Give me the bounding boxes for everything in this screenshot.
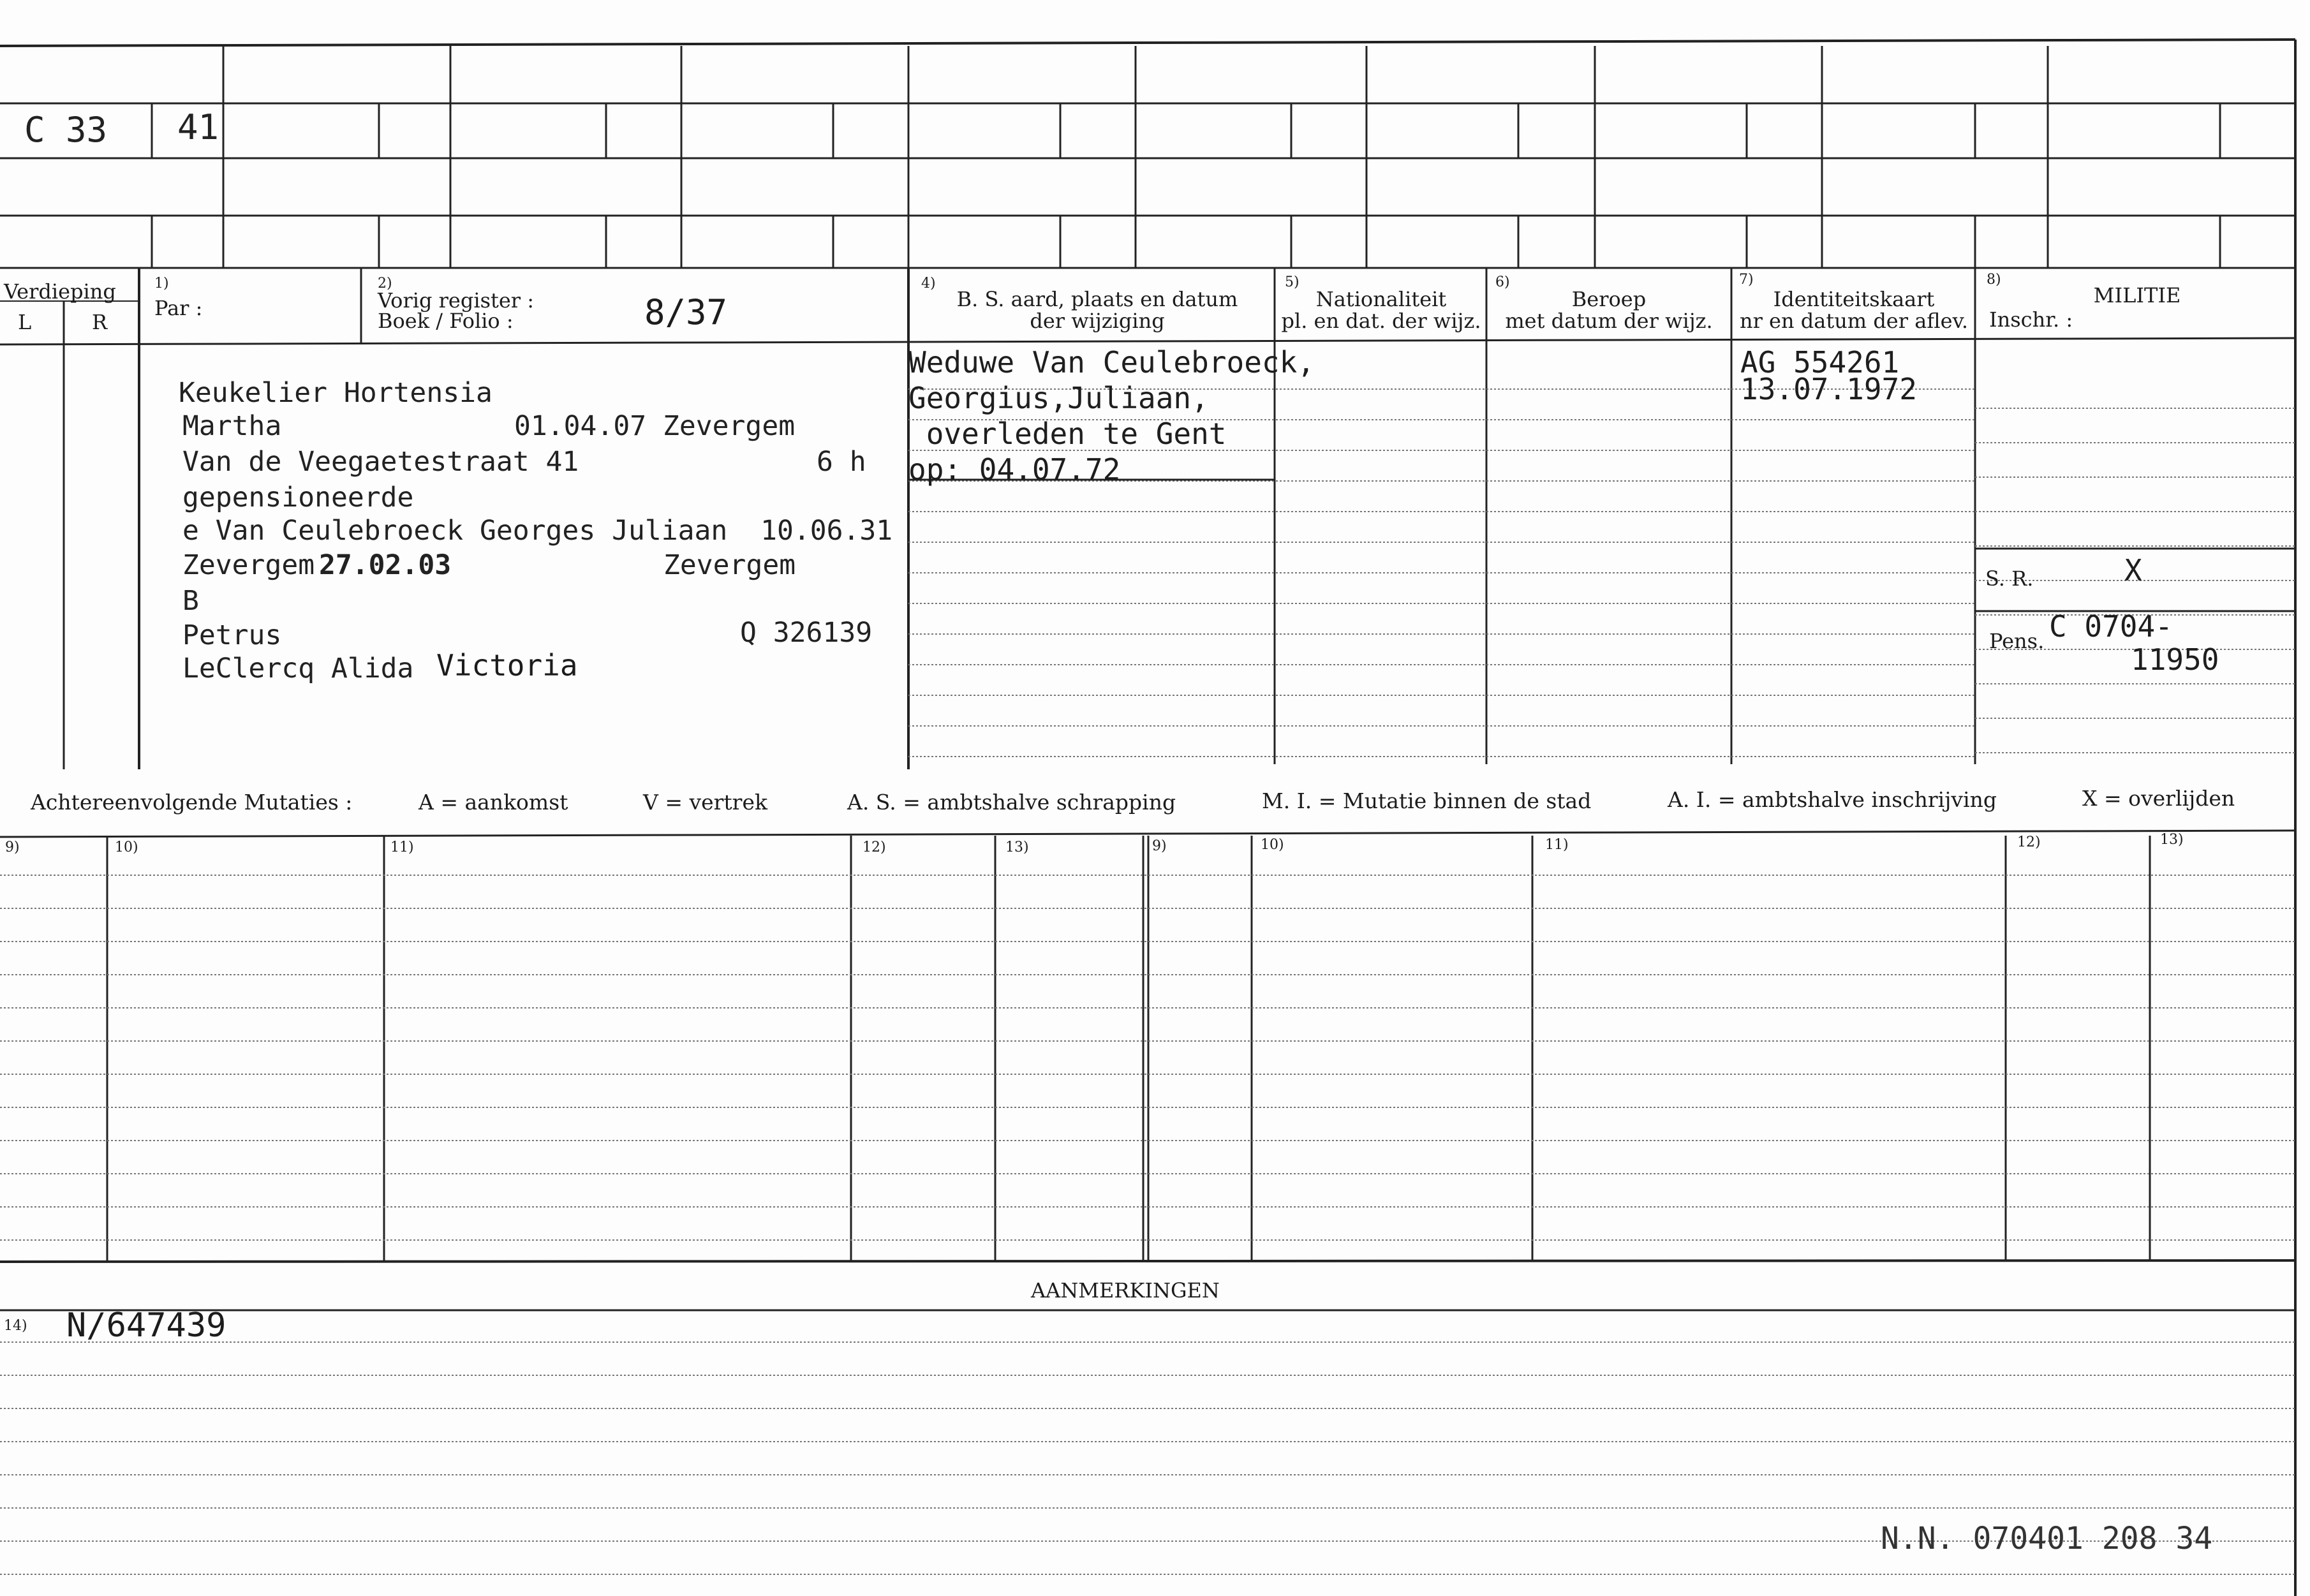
remarks-value: N/647439 (66, 1306, 226, 1345)
boek-folio-value: 8/37 (644, 292, 728, 332)
person-address-suffix: 6 h (817, 446, 866, 478)
mutation-col-11-left: 11) (390, 839, 414, 855)
mutations-title: Achtereenvolgende Mutaties : (31, 790, 353, 815)
beroep-number: 6) (1495, 274, 1510, 290)
bs-entry-1: Weduwe Van Ceulebroeck, (908, 345, 1315, 380)
verdieping-header: Verdieping (4, 279, 116, 304)
nationaliteit-header-line2: pl. en dat. der wijz. (1281, 309, 1481, 333)
person-father: Petrus (182, 619, 282, 651)
person-mother-second-name: Victoria (436, 648, 578, 683)
militie-sr-label: S. R. (1985, 566, 2034, 591)
militie-pens-value-2: 11950 (2131, 642, 2219, 677)
par-label: Par : (154, 296, 203, 320)
card-number: 41 (177, 107, 219, 147)
header-bottom (0, 338, 2295, 344)
nationaliteit-number: 5) (1285, 274, 1299, 290)
beroep-header-line2: met datum der wijz. (1505, 309, 1713, 333)
militie-header: MILITIE (2093, 283, 2181, 307)
frame-top (0, 40, 2295, 46)
mutation-legend-internal-move: M. I. = Mutatie binnen de stad (1262, 788, 1592, 813)
national-number: N.N. 070401 208 34 (1881, 1521, 2213, 1556)
militie-pens-label: Pens. (1989, 629, 2045, 653)
bs-header-line1: B. S. aard, plaats en datum (956, 287, 1238, 311)
bs-entry-2: Georgius,Juliaan, (908, 381, 1209, 415)
person-father-id: Q 326139 (740, 617, 873, 649)
bs-entry-4: op: 04.07.72 (908, 452, 1121, 487)
bs-entry-3: overleden te Gent (908, 417, 1227, 451)
person-birth-date-place: 01.04.07 Zevergem (514, 410, 796, 442)
remarks-title: AANMERKINGEN (1031, 1278, 1220, 1303)
card-code: C 33 (24, 110, 108, 150)
mutation-legend-official-registration: A. I. = ambtshalve inschrijving (1668, 787, 1997, 812)
mutation-col-10-left: 10) (115, 839, 138, 855)
person-occupation: gepensioneerde (182, 482, 414, 514)
mutation-legend-official-removal: A. S. = ambtshalve schrapping (847, 790, 1176, 815)
mutation-col-12-right: 12) (2017, 834, 2041, 850)
vorig-register-number: 2) (378, 276, 392, 292)
beroep-header-line1: Beroep (1571, 287, 1647, 311)
militie-number: 8) (1987, 272, 2001, 288)
person-spouse-place-2: Zevergem (663, 549, 796, 581)
id-card-date: 13.07.1972 (1740, 372, 1917, 406)
par-number: 1) (154, 276, 169, 292)
mutation-legend-departure: V = vertrek (643, 790, 767, 815)
identiteitskaart-number: 7) (1739, 272, 1754, 288)
mutation-col-13-right: 13) (2160, 832, 2184, 848)
verdieping-r-header: R (92, 310, 108, 334)
remarks-number: 14) (4, 1318, 27, 1334)
person-spouse-date: 27.02.03 (319, 549, 452, 581)
mutation-legend-arrival: A = aankomst (418, 790, 568, 815)
militie-pens-value-1: C 0704- (2049, 609, 2173, 644)
mutation-col-13-left: 13) (1005, 839, 1029, 855)
person-name: Keukelier Hortensia (179, 377, 492, 409)
bs-header-line2: der wijziging (1030, 309, 1165, 333)
mutation-col-11-right: 11) (1545, 837, 1569, 853)
person-address: Van de Veegaetestraat 41 (182, 446, 579, 478)
person-first-name: Martha (182, 410, 282, 442)
mutation-bottom (0, 1260, 2295, 1262)
mutation-col-12-left: 12) (863, 839, 886, 855)
mutation-col-9-right: 9) (1152, 838, 1167, 854)
militie-sr-value: X (2124, 553, 2142, 587)
militie-inschr-label: Inschr. : (1989, 307, 2073, 332)
person-mother: LeClercq Alida (182, 653, 414, 684)
identiteitskaart-header-line2: nr en datum der aflev. (1739, 309, 1969, 333)
nationaliteit-header-line1: Nationaliteit (1315, 287, 1447, 311)
mutation-col-10-right: 10) (1261, 837, 1284, 853)
boek-folio-label: Boek / Folio : (378, 309, 514, 333)
person-spouse: e Van Ceulebroeck Georges Juliaan 10.06.31 (182, 515, 893, 547)
verdieping-l-header: L (18, 310, 32, 334)
mutation-legend-death: X = overlijden (2082, 786, 2235, 811)
identiteitskaart-header-line1: Identiteitskaart (1773, 287, 1935, 311)
vorig-register-label: Vorig register : (378, 288, 535, 313)
person-spouse-place: Zevergem (182, 549, 315, 581)
id-card-number: AG 554261 (1740, 345, 1900, 380)
mutation-col-9-left: 9) (5, 839, 20, 855)
person-marker: B (182, 585, 199, 617)
bs-number: 4) (921, 276, 936, 292)
